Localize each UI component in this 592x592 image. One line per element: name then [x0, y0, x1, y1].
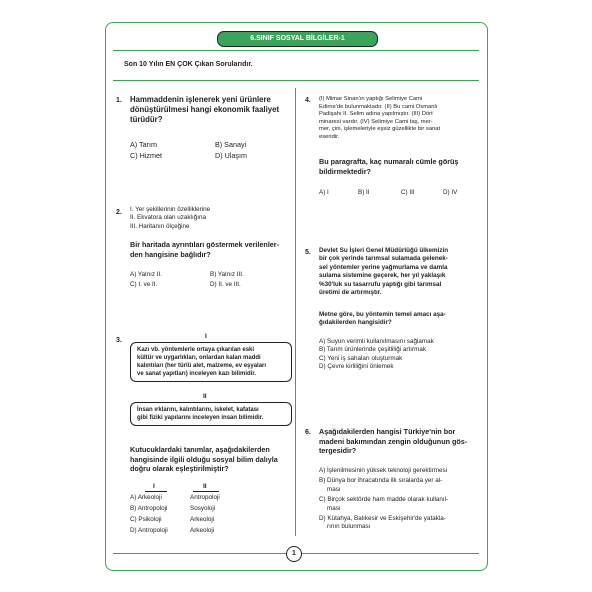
question-3-text — [130, 445, 295, 474]
column-head-ii: II — [203, 483, 207, 490]
option-3b[interactable]: B) Antropoloji — [130, 505, 168, 512]
definition-box-2 — [130, 402, 292, 426]
option-6b[interactable] — [319, 477, 484, 494]
option-3c-pair: Arkeoloji — [190, 516, 215, 523]
page-title: 6.SINIF SOSYAL BİLGİLER-1 — [217, 31, 378, 47]
question-number-3: 3. — [116, 337, 122, 344]
question-2-line: den hangisine bağlıdır? — [130, 249, 211, 259]
question-4-line: Bu paragrafta, kaç numaralı cümle görüş — [319, 157, 459, 166]
passage-line: sel yöntemler yerine yağmurlama ve damla — [319, 263, 448, 271]
definition-line: Kazı vb. yöntemlerle ortaya çıkarılan eski — [137, 347, 255, 353]
question-3-line: hangisinde ilgili olduğu sosyal bilim dalıyla — [130, 454, 278, 464]
question-5-text — [319, 311, 484, 328]
question-4-passage — [319, 96, 479, 142]
option-2d[interactable]: D) II. ve III. — [210, 281, 241, 288]
question-5-line: Metne göre, bu yöntemin temel amacı aşa- — [319, 311, 446, 318]
option-3a[interactable]: A) Arkeoloji — [130, 494, 162, 501]
option-line: rının bulunması — [327, 523, 371, 531]
definition-line: kalıntıları (her türlü alet, malzeme, ev eşyaları — [137, 363, 267, 369]
question-2-line: Bir haritada ayrıntıları göstermek verilenler- — [130, 240, 280, 249]
option-2b[interactable]: B) Yalnız III. — [210, 271, 244, 278]
passage-line: eseridir. — [319, 133, 340, 140]
question-number-4: 4. — [305, 97, 311, 104]
passage-line: minaresi vardır. (IV) Selimiye Cami taş, mer- — [319, 118, 433, 125]
box-label-ii: II — [203, 393, 207, 400]
option-1d[interactable]: D) Ulaşım — [215, 151, 247, 160]
passage-line: %30'luk su tasarrufu yaptığı gibi tarımsal — [319, 280, 442, 288]
question-5-passage — [319, 247, 484, 297]
definition-box-1 — [130, 342, 292, 382]
question-4-line: bildirmektedir? — [319, 166, 371, 176]
passage-line: Devlet Su İşleri Genel Müdürlüğü ülkemizin — [319, 247, 449, 254]
option-6d[interactable] — [319, 515, 484, 532]
option-5c[interactable]: C) Yeni iş sahaları oluşturmak — [319, 354, 403, 362]
subtitle-divider — [113, 80, 479, 81]
passage-line: üretimi de artırmıştır. — [319, 289, 382, 297]
definition-line: İnsan ırklarını, kalıntılarını, iskelet, kafatası — [137, 407, 259, 413]
question-6-options — [319, 467, 484, 532]
question-1-line: türüdür? — [130, 115, 163, 124]
option-line: D) Kütahya, Balıkesir ve Eskişehir'de yatakla- — [319, 515, 446, 523]
option-line: C) Birçok sektörde ham madde olarak kullanıl- — [319, 496, 449, 504]
option-3d-pair: Arkeoloji — [190, 527, 215, 534]
passage-line: (I) Mimar Sinan'ın yaptığı Selimiye Cami — [319, 96, 423, 102]
option-6c[interactable] — [319, 496, 484, 513]
column-head-i: I — [153, 483, 155, 490]
option-2c[interactable]: C) I. ve II. — [130, 281, 158, 288]
option-5d[interactable]: D) Çevre kirliliğini önlemek — [319, 363, 394, 371]
definition-line: gibi fiziki yapılarını inceleyen insan bilimidir. — [137, 415, 264, 421]
option-line: B) Dünya bor ihracatında ilk sıralarda yer al- — [319, 477, 443, 485]
passage-line: Padişahı II. Selim adına yapılmıştır. (III) Dört — [319, 111, 433, 118]
question-1-line: dönüştürülmesi hangi ekonomik faaliyet — [130, 105, 280, 114]
definition-line: ve sanat yapıtları) inceleyen kazı bilimidir. — [137, 371, 257, 377]
option-6a[interactable] — [319, 467, 484, 475]
question-6-text — [319, 427, 484, 456]
option-4b[interactable]: B) II — [358, 189, 370, 196]
question-2-text — [130, 240, 295, 259]
passage-line: bir çok yerinde tarımsal sulamada gelenek- — [319, 255, 448, 263]
question-6-line: tergesidir? — [319, 446, 357, 456]
premise-item: III. Haritanın ölçeğine — [130, 222, 190, 230]
passage-line: sulama sistemine geçerek, her yıl yaklaşık — [319, 272, 446, 280]
question-4-text — [319, 157, 479, 176]
question-number-1: 1. — [116, 97, 122, 104]
question-5-line: ğıdakilerden hangisidir? — [319, 319, 392, 327]
question-5-options — [319, 338, 484, 372]
option-line: ması — [327, 485, 341, 493]
column-divider — [295, 88, 296, 536]
option-3b-pair: Sosyoloji — [190, 505, 216, 512]
question-1-line: Hammaddenin işlenerek yeni ürünlere — [130, 95, 271, 104]
option-1c[interactable]: C) Hizmet — [130, 151, 162, 160]
option-4a[interactable]: A) I — [319, 189, 329, 196]
option-4d[interactable]: D) IV — [443, 189, 458, 196]
question-6-line: madeni bakımından zengin olduğunun gös- — [319, 436, 468, 446]
option-3d[interactable]: D) Antropoloji — [130, 527, 168, 534]
question-number-5: 5. — [305, 249, 311, 256]
option-1b[interactable]: B) Sanayi — [215, 140, 247, 149]
question-number-6: 6. — [305, 429, 311, 436]
passage-line: mer, çini, işlemeleriyle eşsiz güzellikte bir sanat — [319, 126, 441, 133]
question-1-text — [130, 95, 295, 125]
question-2-items — [130, 206, 210, 231]
question-number-2: 2. — [116, 209, 122, 216]
title-divider — [113, 50, 479, 51]
option-line: ması — [327, 504, 341, 512]
question-6-line: Aşağıdakilerden hangisi Türkiye'nin bor — [319, 427, 456, 436]
definition-line: kültür ve uygarlıkları, onlardan kalan maddi — [137, 355, 261, 361]
column-head-ii-underline — [193, 491, 219, 492]
page-subtitle: Son 10 Yılın EN ÇOK Çıkan Sorularıdır. — [124, 61, 253, 68]
premise-item: I. Yer şekillerinin özelliklerine — [130, 206, 211, 213]
option-line: A) İşlenilmesinin yüksek teknoloji gerektirmesi — [319, 467, 448, 474]
option-2a[interactable]: A) Yalnız II. — [130, 271, 162, 278]
option-3c[interactable]: C) Psikoloji — [130, 516, 162, 523]
passage-line: Edirne'de bulunmaktadır. (II) Bu cami Osmanlı — [319, 103, 438, 110]
option-1a[interactable]: A) Tarım — [130, 140, 158, 149]
option-3a-pair: Antropoloji — [190, 494, 220, 501]
page-number: 1 — [286, 546, 302, 562]
question-3-line: doğru olarak eşleştirilmiştir? — [130, 464, 229, 474]
box-label-i: I — [205, 333, 207, 340]
question-3-line: Kutucuklardaki tanımlar, aşağıdakilerden — [130, 445, 270, 454]
option-4c[interactable]: C) III — [401, 189, 415, 196]
column-head-i-underline — [145, 491, 167, 492]
option-5a[interactable]: A) Suyun verimli kullanılmasını sağlamak — [319, 338, 434, 345]
option-5b[interactable]: B) Tarım ürünlerinde çeşitliliği artırmak — [319, 346, 426, 354]
premise-item: II. Ekvatora olan uzaklığına — [130, 214, 206, 222]
